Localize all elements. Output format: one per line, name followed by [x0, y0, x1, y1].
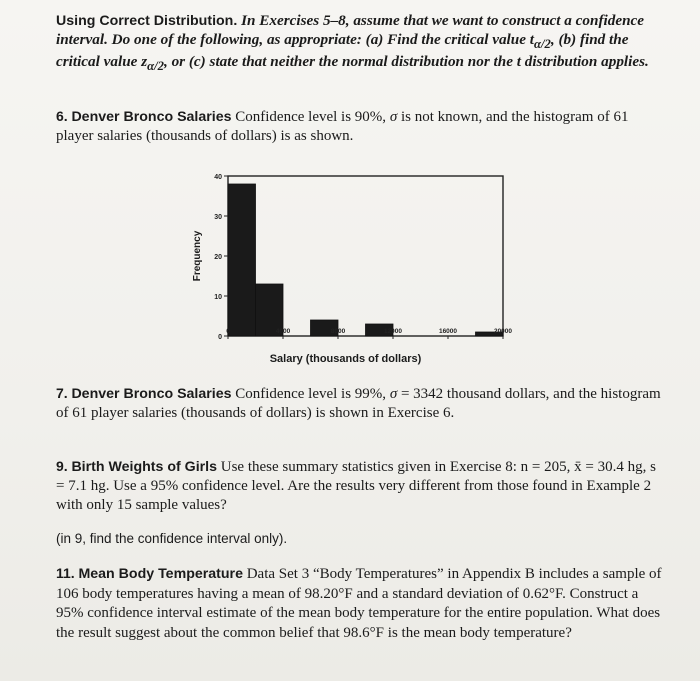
y-tick-label: 20 — [214, 254, 222, 261]
histogram-bar — [228, 184, 256, 336]
exercise-11 — [56, 564, 662, 643]
y-tick-label: 0 — [218, 334, 222, 341]
exercise-title: Denver Bronco Salaries — [71, 386, 232, 402]
exercise-7 — [56, 384, 662, 423]
x-tick-label: 16000 — [438, 328, 458, 335]
histogram-svg — [178, 166, 518, 376]
intro-paragraph — [56, 12, 662, 76]
exercise-number: 9. — [56, 458, 68, 474]
exercise-number: 7. — [56, 385, 68, 401]
x-tick-label: 12000 — [383, 328, 403, 335]
y-axis-label: Frequency — [192, 230, 203, 282]
y-tick-label: 30 — [214, 214, 222, 221]
exercise-9 — [56, 457, 662, 515]
exercise-number: 11. — [56, 565, 75, 581]
y-tick-label: 40 — [214, 174, 222, 181]
y-tick-label: 10 — [214, 294, 222, 301]
exercise-title: Mean Body Temperature — [78, 566, 243, 582]
intro-text: In Exercises 5–8, assume that we want to construct a confidence interval. Do one of the following, as appropriate: (a) Find the critical value $t_{\alpha/2}$, (b) find the critical value $z_{\alpha/2}$, or (c) state that neither the normal distribution nor the t distribution applies. — [56, 12, 649, 74]
x-tick-label: 8000 — [330, 328, 346, 335]
exercise-body: Data Set 3 “Body Temperatures” in Appendix B includes a sample of 106 body temperatures having a mean of 98.20°F and a standard deviation of 0.62°F. Construct a 95% confidence interval estimate of the mean body temperature for the entire population. What does the result suggest about the common belief that 98.6°F is the mean body temperature? — [56, 566, 662, 641]
exercise-9-note: (in 9, find the confidence interval only). — [56, 531, 288, 546]
exercise-body: Use these summary statistics given in Exercise 8: n = 205, x̄ = 30.4 hg, s = 7.1 hg. Use a 95% confidence level. Are the results very different from those found in Example 2 with only 15 sample values? — [56, 459, 656, 513]
x-tick-label: 0 — [226, 328, 230, 335]
exercise-title: Birth Weights of Girls — [71, 459, 217, 475]
exercise-body: Confidence level is 99%, σ = 3342 thousand dollars, and the histogram of 61 player salaries (thousands of dollars) is shown in Exercise 6. — [56, 386, 661, 421]
exercise-number: 6. — [56, 108, 68, 124]
salary-histogram — [178, 166, 518, 376]
x-axis-label: Salary (thousands of dollars) — [269, 353, 422, 365]
exercise-title: Denver Bronco Salaries — [71, 109, 232, 125]
x-tick-label: 20000 — [493, 328, 513, 335]
intro-heading: Using Correct Distribution. — [56, 13, 238, 29]
x-tick-label: 4000 — [275, 328, 291, 335]
exercise-body: Confidence level is 90%, σ is not known, and the histogram of 61 player salaries (thousands of dollars) is as shown. — [56, 109, 629, 144]
exercise-6 — [56, 107, 662, 146]
